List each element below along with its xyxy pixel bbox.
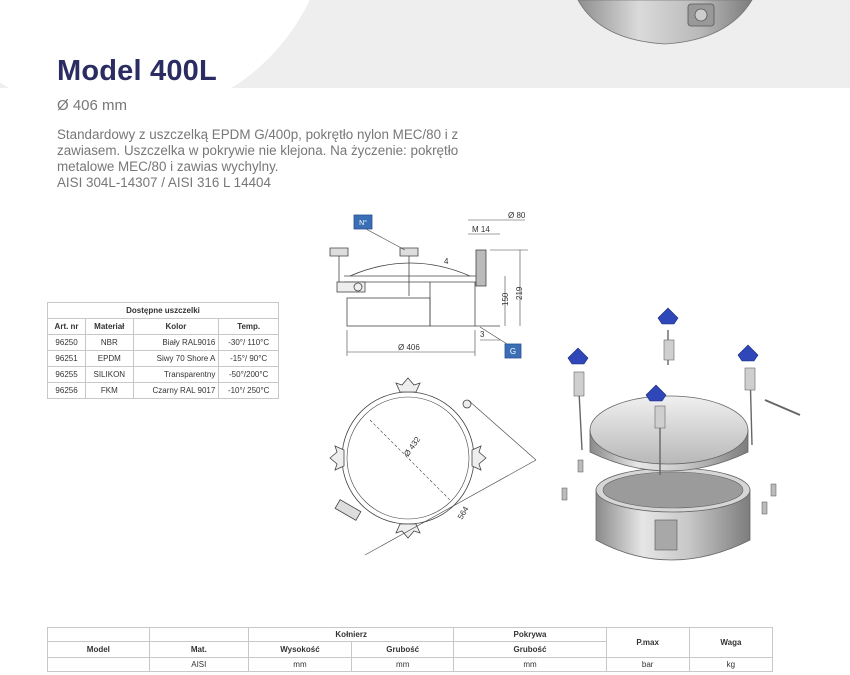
description-line: AISI 304L-14307 / AISI 316 L 14404: [57, 175, 271, 190]
column-header: Pokrywa: [454, 628, 606, 642]
badge-n-label: N°: [359, 220, 367, 227]
column-header: Kolor: [133, 319, 219, 335]
cell-art: 96255: [48, 367, 86, 383]
column-header: Waga: [689, 628, 772, 658]
table-row: [48, 335, 279, 351]
diameter-label: Ø 406 mm: [57, 97, 128, 114]
technical-drawing: [320, 200, 550, 560]
description-line: metalowe MEC/80 i zawias wychylny.: [57, 159, 279, 174]
column-header: Mat.: [149, 642, 248, 658]
column-header: Grubość: [454, 642, 606, 658]
column-header: Art. nr: [48, 319, 86, 335]
unit-cell: mm: [454, 658, 606, 672]
knob-icon: [396, 378, 420, 392]
unit-cell: mm: [248, 658, 351, 672]
cell-temp: -15°/ 90°C: [219, 351, 279, 367]
knob-icon: [330, 446, 344, 470]
hinge-screw: [765, 400, 800, 415]
column-header: Kołnierz: [248, 628, 453, 642]
knob-icon: [738, 345, 758, 361]
knob-icon: [568, 348, 588, 364]
badge-g-label: G: [509, 347, 517, 356]
dim-label: 4: [444, 257, 449, 266]
table-row: [48, 383, 279, 399]
cell-color: Transparentny: [133, 367, 219, 383]
knob-icon: [400, 248, 418, 296]
cell-material: SILIKON: [86, 367, 133, 383]
table-row: [48, 351, 279, 367]
cell-color: Siwy 70 Shore A: [133, 351, 219, 367]
hinge-bolt: [476, 250, 486, 286]
dim-label: Ø 406: [398, 343, 420, 352]
dim-label: 3: [480, 330, 485, 339]
dim-label: Ø 80: [508, 211, 526, 220]
cell-art: 96251: [48, 351, 86, 367]
bolt-sleeve: [655, 406, 665, 428]
knob-icon: [472, 446, 486, 470]
gasket-table: [47, 302, 279, 399]
knob-icon: [646, 385, 666, 401]
cell-temp: -10°/ 250°C: [219, 383, 279, 399]
description: [57, 127, 507, 191]
hinge-icon: [337, 282, 365, 292]
description-line: Standardowy z uszczelką EPDM G/400p, pokrętło nylon MEC/80 i z: [57, 127, 459, 142]
hinge-plate: [655, 520, 677, 550]
hinge-icon: [335, 500, 361, 521]
dim-label: 219: [515, 286, 524, 300]
gasket-table-caption: Dostępne uszczelki: [48, 303, 279, 319]
cell-material: EPDM: [86, 351, 133, 367]
unit-cell: AISI: [149, 658, 248, 672]
dim-label: Ø 432: [402, 435, 423, 459]
column-header: Grubość: [351, 642, 453, 658]
cell-temp: -30°/ 110°C: [219, 335, 279, 351]
exploded-view: [545, 290, 810, 565]
cell-temp: -50°/200°C: [219, 367, 279, 383]
page-title: Model 400L: [57, 55, 217, 87]
unit-cell: kg: [689, 658, 772, 672]
cell-material: FKM: [86, 383, 133, 399]
pin: [771, 484, 776, 496]
spec-table: [47, 627, 773, 672]
knob-icon: [658, 308, 678, 324]
description-line: zawiasem. Uszczelka w pokrywie nie klejona. Na życzenie: pokrętło: [57, 143, 459, 158]
pin: [562, 488, 567, 500]
bolt-sleeve: [664, 340, 674, 360]
cell-art: 96256: [48, 383, 86, 399]
unit-cell: bar: [606, 658, 689, 672]
bolt-sleeve: [574, 372, 584, 396]
body-outline: [347, 298, 430, 326]
pin: [762, 502, 767, 514]
dim-label: 564: [455, 504, 471, 521]
cell-material: NBR: [86, 335, 133, 351]
dim-label: M 14: [472, 225, 490, 234]
dim-label: 150: [501, 292, 510, 306]
bolt-sleeve: [745, 368, 755, 390]
column-header: P.max: [606, 628, 689, 658]
column-header: Wysokość: [248, 642, 351, 658]
column-header: Materiał: [86, 319, 133, 335]
pin: [578, 460, 583, 472]
lid-dome: [350, 263, 470, 276]
unit-cell: mm: [351, 658, 453, 672]
column-header: Temp.: [219, 319, 279, 335]
column-header: Model: [48, 642, 150, 658]
cell-art: 96250: [48, 335, 86, 351]
cell-color: Biały RAL9016: [133, 335, 219, 351]
cell-color: Czarny RAL 9017: [133, 383, 219, 399]
table-row: [48, 367, 279, 383]
